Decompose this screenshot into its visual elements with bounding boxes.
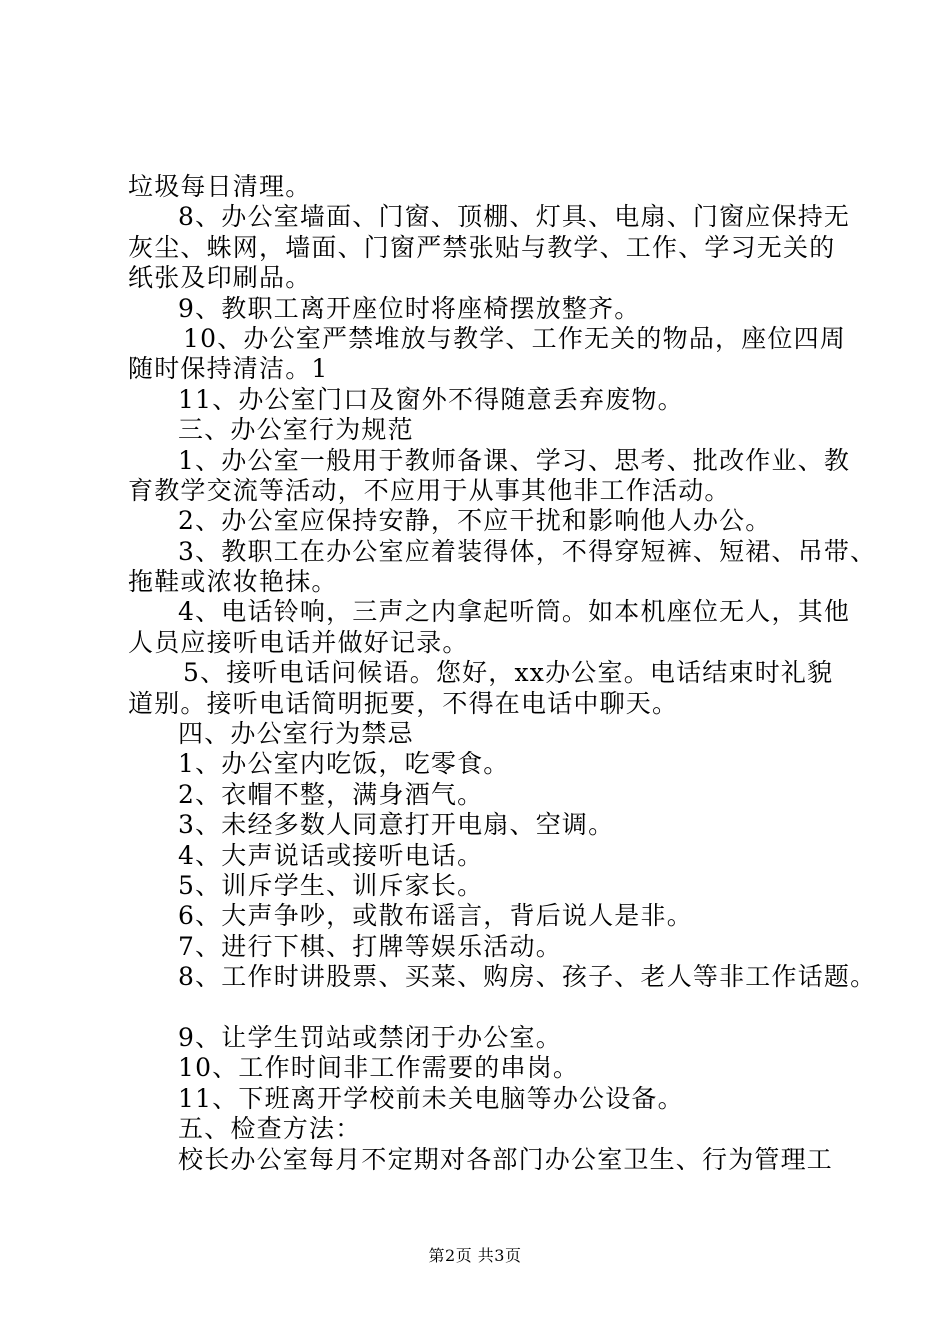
text-line: 4、大声说话或接听电话。 [178,840,484,870]
text-line: 3、教职工在办公室应着装得体，不得穿短裤、短裙、吊带、 [178,536,877,566]
text-line: 7、进行下棋、打牌等娱乐活动。 [178,931,562,961]
text-line: 1、办公室内吃饭，吃零食。 [178,749,510,779]
text-line: 8、工作时讲股票、买菜、购房、孩子、老人等非工作话题。 [178,962,877,992]
text-line: 11、办公室门口及窗外不得随意丢弃废物。 [178,384,684,414]
text-line: 6、大声争吵，或散布谣言，背后说人是非。 [178,901,693,931]
text-line: 随时保持清洁。1 [128,354,329,384]
text-line: 1、办公室一般用于教师备课、学习、思考、批改作业、教 [178,445,851,475]
text-line: 9、让学生罚站或禁闭于办公室。 [178,1022,562,1052]
document-body [128,172,877,1175]
blank-line [128,993,840,1023]
section-heading: 四、办公室行为禁忌 [178,719,414,749]
text-line: 拖鞋或浓妆艳抹。 [128,567,338,597]
text-line: 10、办公室严禁堆放与教学、工作无关的物品，座位四周 [183,323,847,353]
text-line: 2、办公室应保持安静，不应干扰和影响他人办公。 [178,506,772,536]
text-line: 11、下班离开学校前未关电脑等办公设备。 [178,1083,684,1113]
section-heading: 五、检查方法： [178,1114,362,1144]
text-line: 3、未经多数人同意打开电扇、空调。 [178,810,615,840]
text-line: 纸张及印刷品。 [128,263,312,293]
text-line: 8、办公室墙面、门窗、顶棚、灯具、电扇、门窗应保持无 [178,202,851,232]
text-line: 人员应接听电话并做好记录。 [128,627,469,657]
text-line: 10、工作时间非工作需要的串岗。 [178,1053,580,1083]
text-line: 道别。接听电话简明扼要，不得在电话中聊天。 [128,688,679,718]
text-line: 校长办公室每月不定期对各部门办公室卫生、行为管理工 [178,1144,834,1174]
text-line: 垃圾每日清理。 [128,172,312,201]
page-footer [0,1243,950,1266]
text-line: 2、衣帽不整，满身酒气。 [178,779,484,809]
text-line: 5、接听电话问候语。您好，xx办公室。电话结束时礼貌 [183,658,834,688]
text-line: 育教学交流等活动，不应用于从事其他非工作活动。 [128,475,731,505]
section-heading: 三、办公室行为规范 [178,415,414,445]
text-line: 5、训斥学生、训斥家长。 [178,870,484,900]
text-line: 9、教职工离开座位时将座椅摆放整齐。 [178,293,641,323]
text-line: 灰尘、蛛网，墙面、门窗严禁张贴与教学、工作、学习无关的 [128,232,836,262]
page-number-label: 第2页 共3页 [428,1246,522,1265]
text-line: 4、电话铃响，三声之内拿起听筒。如本机座位无人，其他 [178,597,851,627]
